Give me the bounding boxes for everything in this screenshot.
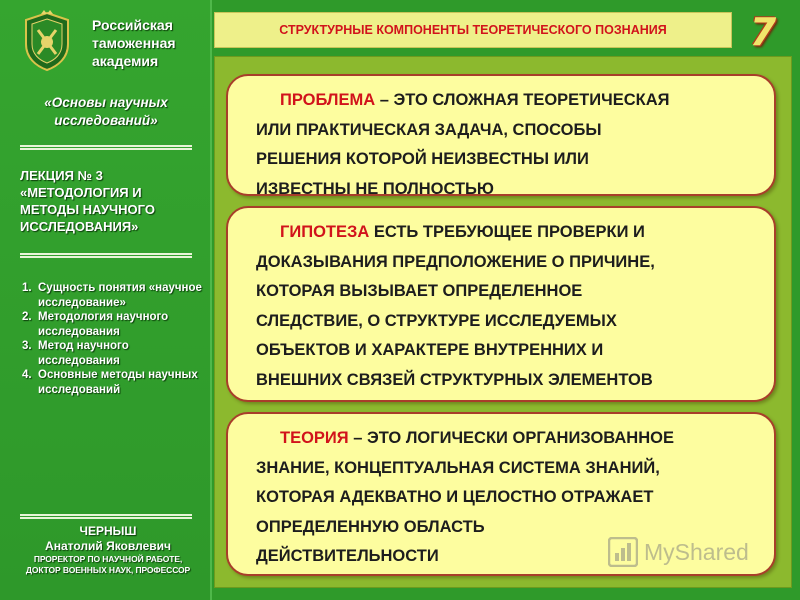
lecture-outline	[22, 281, 202, 397]
myshared-logo-icon	[608, 537, 638, 567]
author-block: ЧЕРНЫШ Анатолий Яковлевич ПРОРЕКТОР ПО НАУЧНОЙ РАБОТЕ, ДОКТОР ВОЕННЫХ НАУК, ПРОФЕССОР	[25, 524, 191, 575]
outline-item[interactable]: 2. Методология научного исследования	[22, 311, 169, 338]
definition-card-hypothesis: ГИПОТЕЗА ЕСТЬ ТРЕБУЮЩЕЕ ПРОВЕРКИ И ДОКАЗЫВАНИЯ ПРЕДПОЛОЖЕНИЕ О ПРИЧИНЕ, КОТОРАЯ ВЫЗЫВАЕТ ОПРЕДЕЛЕННОЕ СЛЕДСТВИЕ, О СТРУКТУРЕ ИССЛЕДУЕМЫХ ОБЪЕКТОВ И ХАРАКТЕРЕ ВНУТРЕННИХ И ВНЕШНИХ СВЯЗЕЙ СТРУКТУРНЫХ ЭЛЕМЕНТОВ	[226, 206, 776, 402]
lecture-title: ЛЕКЦИЯ № 3 «МЕТОДОЛОГИЯ И МЕТОДЫ НАУЧНОГО ИССЛЕДОВАНИЯ»	[20, 168, 155, 234]
course-title: «Основы научных исследований»	[44, 95, 168, 128]
customs-emblem-icon	[18, 10, 76, 72]
sidebar	[0, 0, 210, 600]
watermark: MyShared	[608, 534, 749, 570]
academy-name: Российская таможенная академия	[92, 17, 176, 69]
divider	[20, 253, 192, 258]
outline-item[interactable]: 1. Сущность понятия «научное исследование»	[22, 282, 202, 309]
divider	[20, 514, 192, 519]
page-title: СТРУКТУРНЫЕ КОМПОНЕНТЫ ТЕОРЕТИЧЕСКОГО ПОЗНАНИЯ	[214, 12, 732, 48]
slide-number: 7	[749, 10, 777, 54]
outline-item[interactable]: 4. Основные методы научных исследований	[22, 369, 198, 396]
term: ТЕОРИЯ	[280, 429, 349, 447]
definition-card-problem: ПРОБЛЕМА – ЭТО СЛОЖНАЯ ТЕОРЕТИЧЕСКАЯ ИЛИ ПРАКТИЧЕСКАЯ ЗАДАЧА, СПОСОБЫ РЕШЕНИЯ КОТОРОЙ НЕИЗВЕСТНЫ ИЛИ ИЗВЕСТНЫ НЕ ПОЛНОСТЬЮ	[226, 74, 776, 196]
vertical-divider	[210, 0, 212, 600]
term: ПРОБЛЕМА	[280, 91, 376, 109]
term: ГИПОТЕЗА	[280, 223, 370, 241]
divider	[20, 145, 192, 150]
outline-item[interactable]: 3. Метод научного исследования	[22, 340, 129, 367]
definition-card-theory: ТЕОРИЯ – ЭТО ЛОГИЧЕСКИ ОРГАНИЗОВАННОЕ ЗНАНИЕ, КОНЦЕПТУАЛЬНАЯ СИСТЕМА ЗНАНИЙ, КОТОРАЯ АДЕКВАТНО И ЦЕЛОСТНО ОТРАЖАЕТ ОПРЕДЕЛЕННУЮ ОБЛАСТЬ ДЕЙСТВИТЕЛЬНОСТИ	[226, 412, 776, 576]
